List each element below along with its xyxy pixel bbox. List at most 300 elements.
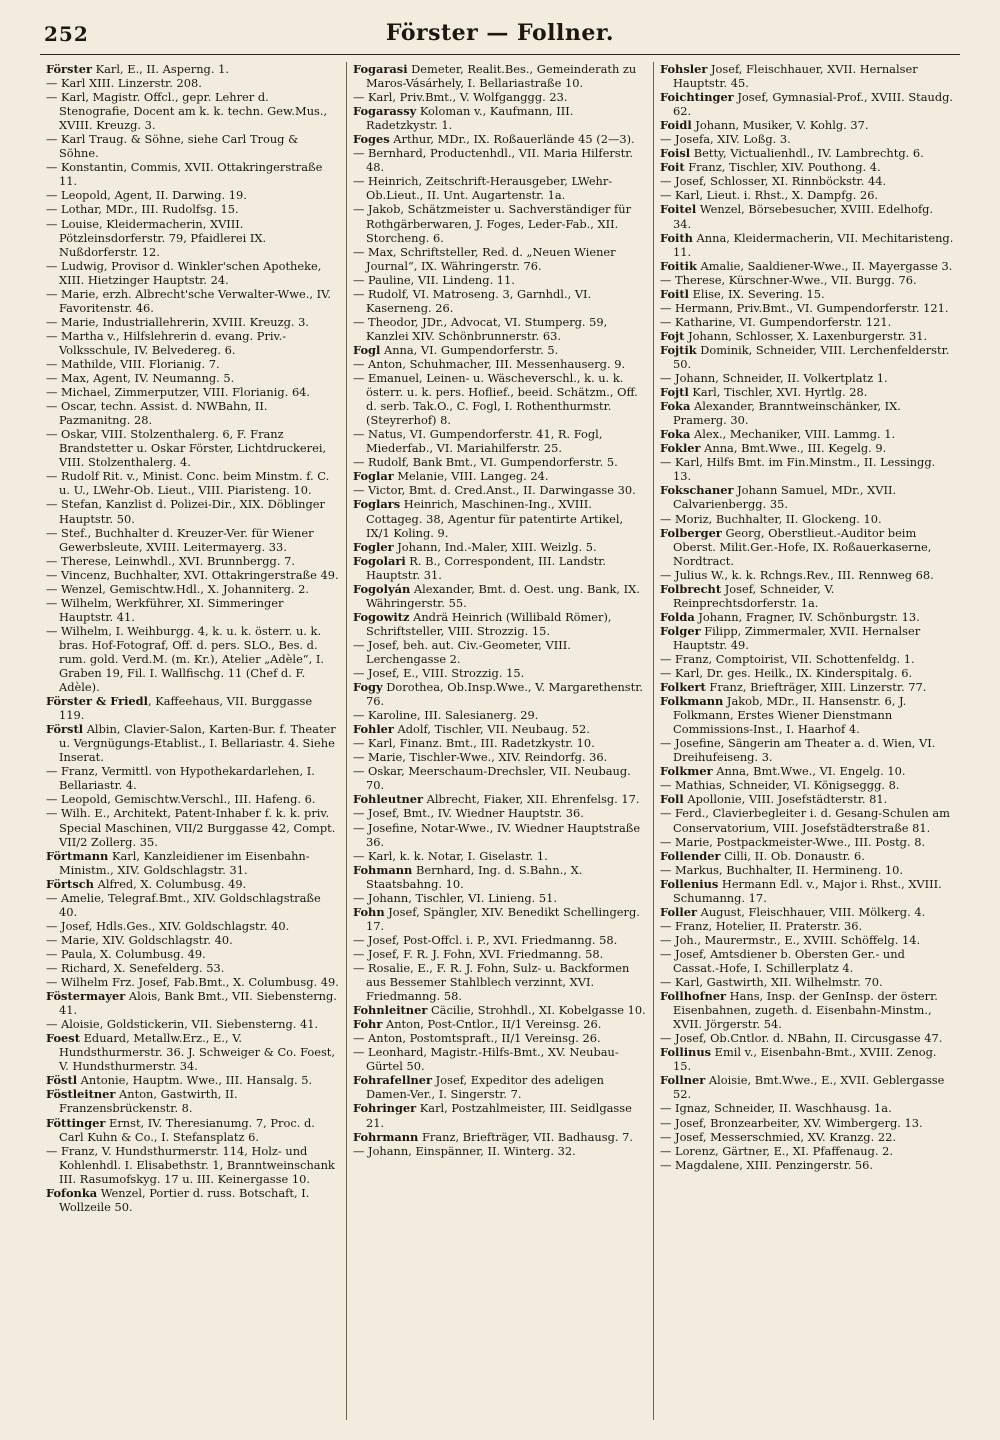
entry-surname: Foglars [353,497,401,512]
directory-entry [46,1186,340,1214]
directory-entry [353,1130,647,1144]
entry-text: Heinrich, Maschinen-Ing., XVIII. Cottageg. 38, Agentur für patentirte Artikel, IX/1 Koling. 9. [366,497,624,540]
directory-entry [46,526,340,554]
entry-surname: Fogarasi [353,62,408,76]
directory-entry [660,1101,954,1115]
entry-text: — Josef, Post-Offcl. i. P., XVI. Friedmanng. 58. [353,932,618,947]
directory-entry [353,666,647,680]
directory-entry [660,287,954,301]
directory-entry [46,961,340,975]
directory-entry [46,722,340,764]
entry-text: Elise, IX. Severing. 15. [688,286,825,301]
entry-text: Franz, Briefträger, XIII. Linzerstr. 77. [705,680,927,695]
entry-surname: Förster [46,62,92,76]
directory-entry [660,132,954,146]
directory-entry [660,849,954,863]
directory-entry [353,764,647,792]
page-title: Förster — Follner. [385,20,615,46]
entry-text: — Karl, Priv.Bmt., V. Wolfganggg. 23. [353,90,568,105]
entry-surname: Förtmann [46,848,109,863]
directory-entry [660,568,954,582]
directory-entry [46,329,340,357]
entry-text: Adolf, Tischler, VII. Neubaug. 52. [393,722,590,737]
entry-text: Albrecht, Fiaker, XII. Ehrenfelsg. 17. [423,792,640,807]
directory-entry [660,483,954,511]
entry-text: — Rudolf Rit. v., Minist. Conc. beim Minstm. f. C. u. U., LWehr-Ob. Lieut., VIII. Piaristeng. 10. [46,469,330,498]
entry-text: — Marie, erzh. Albrecht'sche Verwalter-Wwe., IV. Favoritenstr. 46. [46,286,331,315]
column-left [40,62,346,1420]
entry-text: — Josef, Schlosser, XI. Rinnböckstr. 44. [660,174,887,189]
directory-entry [46,624,340,694]
entry-surname: Follner [660,1073,706,1088]
entry-surname: Förtsch [46,876,94,891]
page-number: 252 [44,22,89,46]
entry-text: Alexander, Bmt. d. Oest. ung. Bank, IX. Währingerstr. 55. [366,581,640,610]
entry-text: Filipp, Zimmermaler, XVII. Hernalser Hauptstr. 49. [673,623,921,652]
directory-entry [353,863,647,891]
directory-entry [660,806,954,834]
directory-entry [660,1158,954,1172]
entry-text: — Hermann, Priv.Bmt., VI. Gumpendorferstr. 121. [660,300,949,315]
directory-entry [46,989,340,1017]
entry-surname: Fohringer [353,1101,417,1116]
entry-text: — Karl, Magistr. Offcl., gepr. Lehrer d. Stenografie, Docent am k. k. techn. Gew.Mus., XVIII. Kreuzg. 3. [46,90,328,133]
directory-entry [353,638,647,666]
entry-text: — Wenzel, Gemischtw.Hdl., X. Johanniterg. 2. [46,581,310,596]
directory-entry [46,1073,340,1087]
entry-text: — Marie, XIV. Goldschlagstr. 40. [46,932,233,947]
entry-text: — Therese, Kürschner-Wwe., VII. Burgg. 76. [660,272,917,287]
directory-entry [660,202,954,230]
entry-surname: Fogowitz [353,609,410,624]
directory-entry [660,526,954,568]
entry-text: — Oscar, techn. Assist. d. NWBahn, II. Pazmanitng. 28. [46,399,268,428]
directory-entry [353,90,647,104]
entry-surname: Foest [46,1031,80,1046]
directory-entry [660,343,954,371]
entry-surname: Fokler [660,441,701,456]
entry-surname: Foges [353,132,390,147]
entry-surname: Folkmann [660,694,724,709]
directory-entry [353,174,647,202]
entry-text: — Heinrich, Zeitschrift-Herausgeber, LWehr-Ob.Lieut., II. Unt. Augartenstr. 1a. [353,174,613,203]
entry-text: — Emanuel, Leinen- u. Wäscheverschl., k. u. k. österr. u. k. pers. Hoflief., beeid. Schätzm., Off. d. serb. Tak.O., C. Fogl, I. Rothenthurmstr. (Steyrerhof) 8. [353,371,638,428]
directory-entry [46,1144,340,1186]
entry-surname: Föstermayer [46,989,126,1004]
entry-surname: Förstl [46,722,84,737]
entry-surname: Fokschaner [660,483,734,498]
directory-entry [353,905,647,933]
entry-text: Johann, Ind.-Maler, XIII. Weizlg. 5. [393,539,597,554]
directory-entry [353,610,647,638]
directory-entry [46,975,340,989]
entry-text: — Josef, E., VIII. Strozzig. 15. [353,666,525,681]
entry-surname: Föttinger [46,1115,106,1130]
directory-entry [353,483,647,497]
directory-entry [46,132,340,160]
directory-entry [353,497,647,539]
entry-surname: Fohnleitner [353,1003,428,1018]
directory-entry [46,933,340,947]
directory-entry [46,919,340,933]
entry-text: R. B., Correspondent, III. Landstr. Hauptstr. 31. [366,553,607,582]
directory-entry [660,835,954,849]
directory-entry [660,315,954,329]
entry-surname: Foka [660,427,691,442]
directory-entry [46,1116,340,1144]
directory-entry [660,975,954,989]
header-rule [40,54,960,55]
entry-text: — Katharine, VI. Gumpendorferstr. 121. [660,314,892,329]
entry-text: — Ignaz, Schneider, II. Waschhausg. 1a. [660,1101,892,1116]
directory-entry [353,273,647,287]
directory-entry [46,202,340,216]
entry-surname: Fogy [353,680,383,695]
entry-text: — Karl, Gastwirth, XII. Wilhelmstr. 70. [660,975,883,990]
directory-entry [46,217,340,259]
entry-surname: Fohrmann [353,1129,419,1144]
entry-surname: Fogler [353,539,394,554]
entry-surname: Foitik [660,258,697,273]
entry-text: — Marie, Postpackmeister-Wwe., III. Postg. 8. [660,834,926,849]
directory-entry [660,427,954,441]
entry-text: — Bernhard, Productenhdl., VII. Maria Hilferstr. 48. [353,146,634,175]
entry-text: Jakob, MDr., II. Hansenstr. 6, J. Folkmann, Erstes Wiener Dienstmann Commissions-Inst., I. Haarhof 4. [673,694,907,737]
directory-entry [353,371,647,427]
entry-text: Dorothea, Ob.Insp.Wwe., V. Margarethenstr. 76. [366,680,644,709]
entry-text: Melanie, VIII. Langeg. 24. [393,469,549,484]
entry-text: — Marie, Industriallehrerin, XVIII. Kreuzg. 3. [46,314,310,329]
entry-surname: Fogarassy [353,104,417,119]
directory-entry [660,624,954,652]
directory-entry [353,315,647,343]
entry-text: — Anton, Postomtspraft., II/1 Vereinsg. 26. [353,1031,601,1046]
directory-entry [660,329,954,343]
entry-text: Josef, Spängler, XIV. Benedikt Schellingerg. 17. [366,904,640,933]
entry-surname: Fojtik [660,342,697,357]
directory-entry [46,259,340,287]
entry-text: — Johann, Tischler, VI. Linieng. 51. [353,890,557,905]
entry-text: Albin, Clavier-Salon, Karten-Bur. f. Theater u. Vergnügungs-Etablist., I. Bellariastr. 4. Siehe Inserat. [59,722,336,765]
entry-surname: Foitel [660,202,697,217]
directory-entry [46,694,340,722]
directory-entry [46,399,340,427]
directory-entry [660,863,954,877]
directory-entry [353,722,647,736]
entry-text: , Kaffeehaus, VII. Burggasse 119. [59,694,313,723]
entry-text: — Franz, Hotelier, II. Praterstr. 36. [660,918,863,933]
entry-text: Josef, Expeditor des adeligen Damen-Ver., I. Singerstr. 7. [366,1073,604,1102]
entry-text: Betty, Victualienhdl., IV. Lambrechtg. 6. [690,146,924,161]
directory-entry [660,905,954,919]
directory-entry [660,652,954,666]
directory-entry [46,427,340,469]
directory-entry [46,947,340,961]
entry-surname: Folkmer [660,764,713,779]
directory-entry [353,947,647,961]
entry-text: — Aloisie, Goldstickerin, VII. Siebensterng. 41. [46,1017,319,1032]
entry-surname: Fogolari [353,553,406,568]
entry-text: Hermann Edl. v., Major i. Rhst., XVIII. Schumanng. 17. [673,876,942,905]
entry-text: Johann, Schlosser, X. Laxenburgerstr. 31. [684,328,928,343]
entry-text: Hans, Insp. der GenInsp. der österr. Eisenbahnen, zugeth. d. Eisenbahn-Minstm., XVII. Jörgerstr. 54. [673,989,938,1032]
directory-entry [660,764,954,778]
directory-entry [660,259,954,273]
directory-entry [46,62,340,76]
entry-surname: Fohler [353,722,394,737]
entry-text: — Natus, VI. Gumpendorferstr. 41, R. Fogl, Miederfab., VI. Mariahilferstr. 25. [353,427,603,456]
directory-entry [660,666,954,680]
directory-entry [660,1073,954,1101]
entry-text: Amalie, Saaldiener-Wwe., II. Mayergasse 3. [696,258,953,273]
entry-surname: Fohr [353,1017,383,1032]
entry-text: — Rudolf, Bank Bmt., VI. Gumpendorferstr. 5. [353,455,618,470]
directory-entry [660,90,954,118]
directory-entry [46,160,340,188]
directory-entry [46,315,340,329]
entry-text: Ernst, IV. Theresianumg. 7, Proc. d. Carl Kuhn & Co., I. Stefansplatz 6. [59,1115,315,1144]
entry-text: — Markus, Buchhalter, II. Hermineng. 10. [660,862,904,877]
entry-text: — Joh., Maurermstr., E., XVIII. Schöffelg. 14. [660,932,921,947]
entry-surname: Folkert [660,680,706,695]
directory-columns [40,62,960,1420]
entry-text: Anton, Gastwirth, II. Franzensbrückenstr. 8. [59,1087,238,1116]
entry-text: — Karl, Hilfs Bmt. im Fin.Minstm., II. Lessingg. 13. [660,455,936,484]
directory-entry [353,455,647,469]
entry-surname: Fofonka [46,1185,98,1200]
directory-entry [353,357,647,371]
directory-entry [46,582,340,596]
directory-entry [660,441,954,455]
entry-text: — Rosalie, E., F. R. J. Fohn, Sulz- u. Backformen aus Bessemer Stahlblech verzinnt, XVI. Friedmanng. 58. [353,961,630,1004]
entry-text: Anna, VI. Gumpendorferstr. 5. [380,342,559,357]
entry-text: — Franz, Vermittl. von Hypothekardarlehen, I. Bellariastr. 4. [46,764,315,793]
directory-entry [353,1073,647,1101]
entry-text: — Karl Traug. & Söhne, siehe Carl Troug & Söhne. [46,132,299,161]
entry-text: — Stefan, Kanzlist d. Polizei-Dir., XIX. Döblinger Hauptstr. 50. [46,497,325,526]
entry-text: — Franz, V. Hundsthurmerstr. 114, Holz- und Kohlenhdl. I. Elisabethstr. 1, Branntweinschank III. Rasumofskyg. 17 u. III. Keinergasse 10. [46,1143,335,1186]
entry-text: — Karl, Finanz. Bmt., III. Radetzkystr. 10. [353,736,595,751]
directory-entry [660,174,954,188]
entry-text: August, Fleischhauer, VIII. Mölkerg. 4. [696,904,926,919]
directory-entry [660,610,954,624]
entry-surname: Fohsler [660,62,708,76]
directory-entry [46,849,340,877]
entry-text: — Magdalene, XIII. Penzingerstr. 56. [660,1157,874,1172]
directory-entry [46,792,340,806]
directory-entry [353,806,647,820]
entry-text: Josef, Schneider, V. Reinprechtsdorferstr. 1a. [673,581,835,610]
directory-entry [660,877,954,905]
entry-text: — Oskar, VIII. Stolzenthalerg. 6, F. Franz Brandstetter u. Oskar Förster, Lichtdruckerei, VIII. Stolzenthalerg. 4. [46,427,327,470]
entry-text: — Louise, Kleidermacherin, XVIII. Pötzleinsdorferstr. 79, Pfaidlerei IX. Nußdorferstr. 12. [46,216,267,259]
directory-entry [46,1031,340,1073]
entry-text: Antonie, Hauptm. Wwe., III. Hansalg. 5. [77,1073,313,1088]
directory-entry [353,540,647,554]
entry-text: Karl, Postzahlmeister, III. Seidlgasse 21. [366,1101,632,1130]
entry-surname: Foller [660,904,697,919]
entry-surname: Föstleitner [46,1087,116,1102]
entry-text: — Theodor, JDr., Advocat, VI. Stumperg. 59, Kanzlei XIV. Schönbrunnerstr. 63. [353,314,608,343]
entry-text: — Josef, Amtsdiener b. Obersten Ger.- und Cassat.-Hofe, I. Schillerplatz 4. [660,946,905,975]
entry-surname: Foichtinger [660,90,734,105]
entry-text: — Wilhelm, Werkführer, XI. Simmeringer Hauptstr. 41. [46,595,284,624]
entry-text: Franz, Tischler, XIV. Pouthong. 4. [684,160,881,175]
entry-text: Karl, E., II. Asperng. 1. [92,62,229,76]
directory-entry [660,146,954,160]
entry-surname: Foll [660,792,684,807]
entry-surname: Foisl [660,146,691,161]
entry-text: — Mathias, Schneider, VI. Königseggg. 8. [660,778,900,793]
directory-entry [353,1045,647,1073]
directory-entry [660,301,954,315]
entry-text: Wenzel, Börsebesucher, XVIII. Edelhofg. 34. [673,202,934,231]
entry-text: — Leonhard, Magistr.-Hilfs-Bmt., XV. Neubau-Gürtel 50. [353,1045,619,1074]
entry-text: Johann Samuel, MDr., XVII. Calvarienbergg. 35. [673,483,897,512]
entry-text: — Max, Agent, IV. Neumanng. 5. [46,371,235,386]
entry-text: — Stef., Buchhalter d. Kreuzer-Ver. für Wiener Gewerbsleute, XVIII. Leitermayerg. 33. [46,525,314,554]
directory-entry [353,1003,647,1017]
entry-text: Anton, Post-Cntlor., II/1 Vereinsg. 26. [382,1017,602,1032]
entry-text: — Leopold, Gemischtw.Verschl., III. Hafeng. 6. [46,792,316,807]
entry-text: — Therese, Leinwhdl., XVI. Brunnbergg. 7. [46,553,295,568]
directory-entry [660,694,954,736]
column-middle [346,62,653,1420]
directory-entry [46,596,340,624]
entry-surname: Folberger [660,525,722,540]
directory-entry [660,1045,954,1073]
directory-entry [660,399,954,427]
entry-text: — Johann, Schneider, II. Volkertplatz 1. [660,371,888,386]
entry-surname: Fohrafellner [353,1073,433,1088]
directory-entry [46,554,340,568]
directory-entry [353,202,647,244]
entry-text: — Lothar, MDr., III. Rudolfsg. 15. [46,202,239,217]
entry-surname: Fohn [353,904,385,919]
entry-surname: Follender [660,848,721,863]
directory-entry [46,891,340,919]
entry-text: — Pauline, VII. Lindeng. 11. [353,272,515,287]
directory-entry [46,76,340,90]
entry-text: — Ferd., Clavierbegleiter i. d. Gesang-Schulen am Conservatorium, VIII. Josefstädterstraße 81. [660,806,950,835]
directory-entry [660,1130,954,1144]
entry-text: Arthur, MDr., IX. Roßauerlände 45 (2—3). [389,132,635,147]
directory-entry [660,188,954,202]
entry-text: Franz, Briefträger, VII. Badhausg. 7. [418,1129,634,1144]
directory-entry [353,245,647,273]
directory-entry [46,877,340,891]
directory-entry [46,385,340,399]
entry-text: Alex., Mechaniker, VIII. Lammg. 1. [690,427,896,442]
directory-entry [353,1144,647,1158]
directory-entry [353,792,647,806]
entry-text: — Jakob, Schätzmeister u. Sachverständiger für Rothgärberwaren, J. Foges, Leder-Fab., XII. Storcheng. 6. [353,202,632,245]
directory-entry [660,62,954,90]
entry-surname: Föstl [46,1073,78,1088]
directory-entry [353,343,647,357]
entry-surname: Follinus [660,1045,712,1060]
entry-text: — Leopold, Agent, II. Darwing. 19. [46,188,247,203]
entry-text: Cäcilie, Strohhdl., XI. Kobelgasse 10. [427,1003,646,1018]
entry-text: — Josef, Messerschmied, XV. Kranzg. 22. [660,1129,896,1144]
entry-text: Wenzel, Portier d. russ. Botschaft, I. Wollzeile 50. [59,1185,310,1214]
entry-text: Bernhard, Ing. d. S.Bahn., X. Staatsbahng. 10. [366,862,583,891]
entry-text: Alexander, Branntweinschänker, IX. Pramerg. 30. [673,399,901,428]
directory-entry [353,104,647,132]
entry-text: Karl, Tischler, XVI. Hyrtlg. 28. [688,385,868,400]
directory-entry [660,947,954,975]
entry-text: — Amelie, Telegraf.Bmt., XIV. Goldschlagstraße 40. [46,890,321,919]
entry-surname: Foitl [660,286,689,301]
entry-text: — Wilhelm Frz. Josef, Fab.Bmt., X. Columbusg. 49. [46,975,339,990]
entry-text: Andrä Heinrich (Willibald Römer), Schriftsteller, VIII. Strozzig. 15. [366,609,612,638]
entry-text: — Josefa, XIV. Loßg. 3. [660,132,791,147]
directory-entry [660,919,954,933]
directory-entry [353,849,647,863]
entry-text: Josef, Fleischhauer, XVII. Hernalser Hauptstr. 45. [673,62,918,91]
entry-surname: Foit [660,160,685,175]
entry-surname: Fogolyán [353,581,411,596]
entry-text: Aloisie, Bmt.Wwe., E., XVII. Geblergasse 52. [673,1073,945,1102]
directory-entry [353,1017,647,1031]
directory-entry [353,62,647,90]
entry-text: — Karl, Lieut. i. Rhst., X. Dampfg. 26. [660,188,879,203]
directory-entry [46,764,340,792]
entry-text: Anna, Bmt.Wwe., III. Kegelg. 9. [700,441,887,456]
directory-entry [660,680,954,694]
entry-text: Anna, Kleidermacherin, VII. Mechitaristeng. 11. [673,230,954,259]
directory-entry [660,273,954,287]
entry-text: — Franz, Comptoirist, VII. Schottenfeldg. 1. [660,651,915,666]
directory-entry [353,132,647,146]
entry-text: Dominik, Schneider, VIII. Lerchenfelderstr. 50. [673,342,950,371]
directory-entry [660,1116,954,1130]
entry-surname: Folger [660,623,701,638]
entry-text: — Rudolf, VI. Matroseng. 3, Garnhdl., VI. Kaserneng. 26. [353,286,592,315]
entry-text: — Josefine, Notar-Wwe., IV. Wiedner Hauptstraße 36. [353,820,641,849]
directory-entry [353,1031,647,1045]
directory-entry [660,385,954,399]
entry-surname: Folda [660,609,695,624]
entry-text: Anna, Bmt.Wwe., VI. Engelg. 10. [712,764,906,779]
entry-text: — Ludwig, Provisor d. Winkler'schen Apotheke, XIII. Hietzinger Hauptstr. 24. [46,258,322,287]
directory-entry [660,231,954,259]
entry-text: — Vincenz, Buchhalter, XVI. Ottakringerstraße 49. [46,567,339,582]
entry-text: — Josef, Bronzearbeiter, XV. Wimbergerg. 13. [660,1115,923,1130]
directory-entry [46,497,340,525]
entry-text: — Wilh. E., Architekt, Patent-Inhaber f. k. k. priv. Special Maschinen, VII/2 Burggasse 42, Compt. VII/2 Zollerg. 35. [46,806,336,849]
entry-surname: Foka [660,399,691,414]
entry-text: — Karl XIII. Linzerstr. 208. [46,76,202,91]
entry-text: — Lorenz, Gärtner, E., XI. Pfaffenaug. 2. [660,1143,894,1158]
entry-text: Alfred, X. Columbusg. 49. [93,876,247,891]
directory-entry [46,806,340,848]
entry-text: Johann, Fragner, IV. Schönburgstr. 13. [694,609,920,624]
directory-entry [660,118,954,132]
directory-entry [46,287,340,315]
directory-entry [660,989,954,1031]
entry-text: — Julius W., k. k. Rchngs.Rev., III. Rennweg 68. [660,567,934,582]
entry-text: — Oskar, Meerschaum-Drechsler, VII. Neubaug. 70. [353,764,631,793]
entry-text: — Josefine, Sängerin am Theater a. d. Wien, VI. Dreihufeiseng. 3. [660,736,936,765]
directory-entry [353,750,647,764]
entry-surname: Foglar [353,469,394,484]
entry-text: — Anton, Schuhmacher, III. Messenhauserg. 9. [353,356,626,371]
entry-text: Eduard, Metallw.Erz., E., V. Hundsthurmerstr. 36. J. Schweiger & Co. Foest, V. Hundsthurmerstr. 34. [59,1031,335,1074]
entry-text: — Konstantin, Commis, XVII. Ottakringerstraße 11. [46,160,323,189]
column-right [653,62,960,1420]
entry-text: — Josef, Ob.Cntlor. d. NBahn, II. Circusgasse 47. [660,1031,943,1046]
